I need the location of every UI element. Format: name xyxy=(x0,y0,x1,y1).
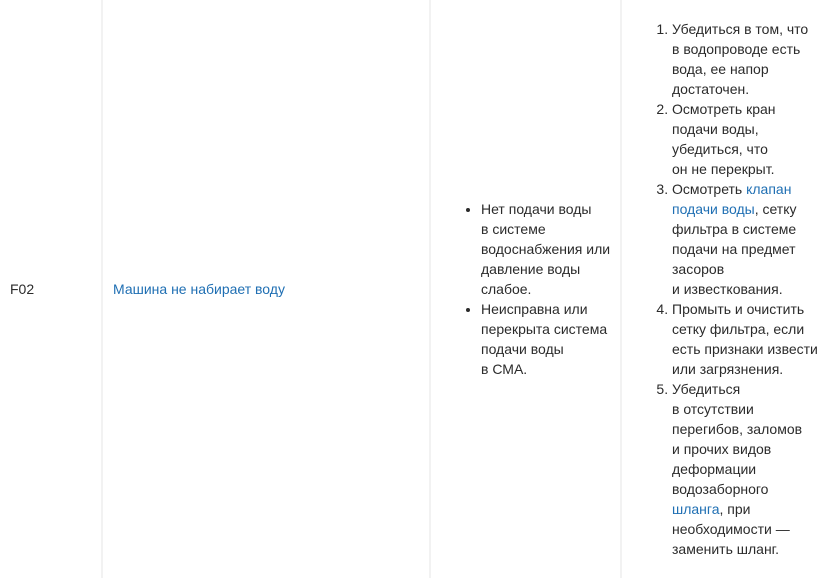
fix-step xyxy=(672,179,822,299)
fix-step-text: Убедиться в отсутствии перегибов, заломов и прочих видов деформации водозаборного xyxy=(672,381,803,497)
hose-link[interactable]: шланга xyxy=(672,501,720,517)
fix-step xyxy=(672,99,822,179)
fix-step-text: , при необходимости — заменить шланг. xyxy=(672,501,790,557)
fix-step-text: Промыть и очистить сетку фильтра, если есть признаки извести или загрязнения. xyxy=(672,301,818,377)
water-valve-link[interactable]: клапан подачи воды xyxy=(672,181,792,217)
fix-step-text: Осмотреть xyxy=(672,181,747,197)
causes-list xyxy=(431,199,611,379)
cause-item: • Нет подачи воды в системе водоснабжения или давление воды слабое. xyxy=(481,199,611,299)
fix-steps-cell xyxy=(621,0,822,578)
fix-step xyxy=(672,379,822,559)
error-description-cell xyxy=(102,0,430,578)
fix-step-text: , сетку фильтра в системе подачи на предмет засоров и известкования. xyxy=(672,201,797,297)
causes-cell xyxy=(430,0,621,578)
fix-step xyxy=(672,299,822,379)
fix-steps-list xyxy=(622,19,822,559)
error-code: F02 xyxy=(10,281,35,297)
cause-item: • Неисправна или перекрыта система подачи воды в СМА. xyxy=(481,299,611,379)
fix-step-text: Осмотреть кран подачи воды, убедиться, что он не перекрыт. xyxy=(672,101,776,177)
fix-step-text: Убедиться в том, что в водопроводе есть вода, ее напор достаточен. xyxy=(672,21,809,97)
error-description-link[interactable]: Машина не набирает воду xyxy=(113,281,285,297)
error-code-cell xyxy=(0,0,102,578)
fix-step xyxy=(672,19,822,99)
